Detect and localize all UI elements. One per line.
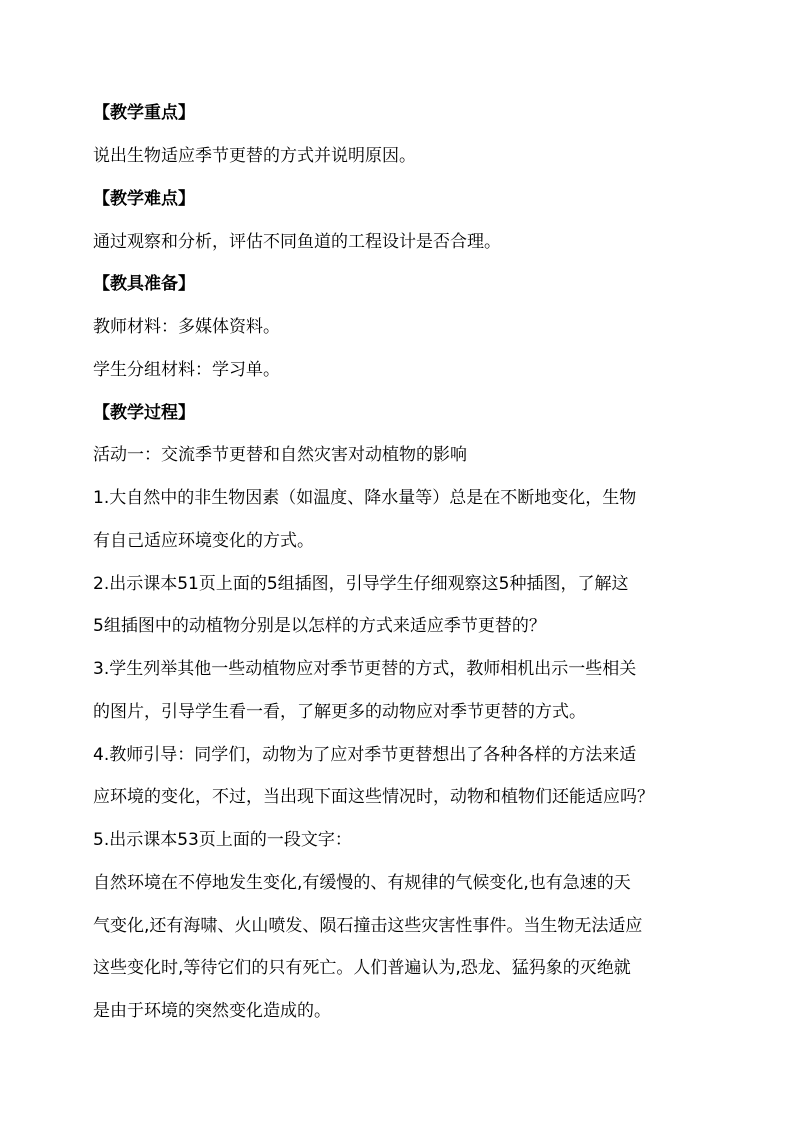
step-2-line-1: 2.出示课本51页上面的5组插图，引导学生仔细观察这5种插图，了解这	[93, 574, 629, 594]
teaching-process-heading: 【教学过程】	[93, 403, 195, 423]
step-1-line-2: 有自己适应环境变化的方式。	[93, 531, 314, 551]
teaching-difficulty-heading: 【教学难点】	[93, 189, 195, 209]
student-materials-text: 学生分组材料：学习单。	[93, 360, 280, 380]
teaching-focus-heading: 【教学重点】	[93, 103, 195, 123]
step-5-line-1: 5.出示课本53页上面的一段文字：	[93, 830, 352, 850]
quote-line-4: 是由于环境的突然变化造成的。	[93, 1001, 331, 1021]
quote-line-3: 这些变化时,等待它们的只有死亡。人们普遍认为,恐龙、猛犸象的灭绝就	[93, 958, 631, 978]
teaching-materials-heading: 【教具准备】	[93, 274, 195, 294]
step-3-line-2: 的图片，引导学生看一看，了解更多的动物应对季节更替的方式。	[93, 702, 586, 722]
teacher-materials-text: 教师材料：多媒体资料。	[93, 317, 280, 337]
teaching-difficulty-text: 通过观察和分析，评估不同鱼道的工程设计是否合理。	[93, 232, 501, 252]
step-2-line-2: 5组插图中的动植物分别是以怎样的方式来适应季节更替的？	[93, 616, 546, 636]
teaching-focus-text: 说出生物适应季节更替的方式并说明原因。	[93, 146, 416, 166]
quote-line-2: 气变化,还有海啸、火山喷发、陨石撞击这些灾害性事件。当生物无法适应	[93, 916, 643, 936]
activity-one-title: 活动一：交流季节更替和自然灾害对动植物的影响	[93, 445, 467, 465]
step-4-line-2: 应环境的变化，不过，当出现下面这些情况时，动物和植物们还能适应吗？	[93, 787, 654, 807]
step-3-line-1: 3.学生列举其他一些动植物应对季节更替的方式，教师相机出示一些相关	[93, 659, 637, 679]
quote-line-1: 自然环境在不停地发生变化,有缓慢的、有规律的气候变化,也有急速的天	[93, 873, 631, 893]
step-4-line-1: 4.教师引导：同学们，动物为了应对季节更替想出了各种各样的方法来适	[93, 745, 637, 765]
step-1-line-1: 1.大自然中的非生物因素（如温度、降水量等）总是在不断地变化，生物	[93, 488, 637, 508]
